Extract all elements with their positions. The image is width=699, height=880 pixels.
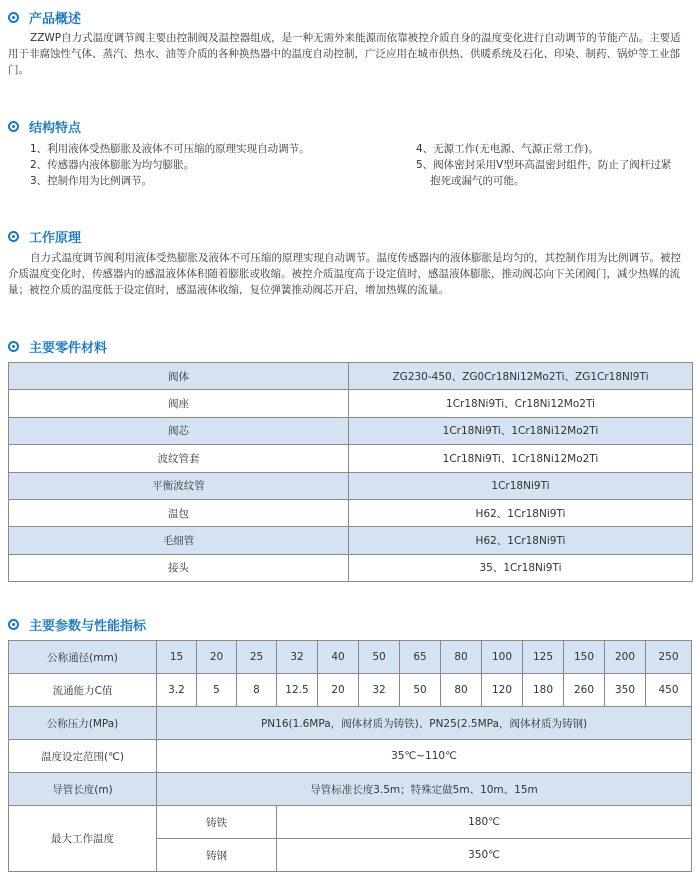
features-title: 结构特点 [29,120,82,136]
material-spec: H62、1Cr18Ni9Ti [349,527,693,554]
features-list-left [30,141,390,189]
materials-row [9,363,693,390]
cv-value: 50 [400,674,441,707]
dn-value: 80 [441,641,482,674]
cv-value: 20 [318,674,359,707]
dn-value: 50 [359,641,400,674]
material-spec: 1Cr18Ni9Ti、1Cr18Ni12Mo2Ti [349,417,693,444]
section-title-features [8,116,81,136]
material-part: 温包 [9,499,349,526]
cv-value: 3.2 [157,674,197,707]
feature-item-continued [416,173,696,189]
circle-bullet-icon [8,619,19,630]
material-spec: 35、1Cr18Ni9Ti [349,554,693,581]
circle-bullet-icon [8,121,19,132]
materials-row [9,472,693,499]
max-temp-label: 最大工作温度 [9,806,157,872]
materials-row [9,417,693,444]
material-part: 接头 [9,554,349,581]
material-spec: 1Cr18Ni9Ti、1Cr18Ni12Mo2Ti [349,445,693,472]
params-title: 主要参数与性能指标 [29,618,147,634]
material-part: 阀座 [9,390,349,417]
principle-text: 自力式温度调节阀利用液体受热膨胀及液体不可压缩的原理实现自动调节。温度传感器内的液体膨胀是均匀的，其控制作用为比例调节。被控介质温度变化时，传感器内的感温液体体积随着膨胀或收缩。被控介质温度高于设定值时，感温液体膨胀，推动阀芯向下关闭阀门，减少热媒的流量；被控介质的温度低于设定值时，感温液体收缩，复位弹簧推动阀芯开启，增加热媒的流量。 [8,252,681,296]
material-part: 阀芯 [9,417,349,444]
max-temp-material: 铸钢 [157,839,277,872]
circle-bullet-icon [8,231,19,242]
materials-row [9,390,693,417]
feature-item-continuation: 抱死或漏气的可能。 [430,175,525,187]
principle-paragraph [8,250,691,298]
params-row-max-temp-iron [9,806,692,839]
dn-value: 65 [400,641,441,674]
section-title-materials [8,336,107,356]
section-title-params [8,614,146,634]
principle-title: 工作原理 [29,230,82,246]
feature-item: 4、无源工作(无电源、气源正常工作)。 [416,143,599,155]
tube-value: 导管标准长度3.5m；特殊定做5m、10m、15m [157,773,692,806]
params-row-tube [9,773,692,806]
temp-range-value: 35℃~110℃ [157,740,692,773]
overview-paragraph [8,30,691,78]
material-spec: 1Cr18Ni9Ti、Cr18Ni12Mo2Ti [349,390,693,417]
max-temp-value: 350℃ [277,839,692,872]
pressure-label: 公称压力(MPa) [9,707,157,740]
cv-value: 5 [197,674,237,707]
materials-table [8,362,693,582]
material-part: 波纹管套 [9,445,349,472]
dn-value: 200 [605,641,646,674]
pressure-value: PN16(1.6MPa，阀体材质为铸铁)、PN25(2.5MPa，阀体材质为铸钢) [157,707,692,740]
materials-title: 主要零件材料 [29,340,108,356]
temp-range-label: 温度设定范围(℃) [9,740,157,773]
overview-text: ZZWP自力式温度调节阀主要由控制阀及温控器组成，是一种无需外来能源而依靠被控介质自身的温度变化进行自动调节的节能产品。主要适用于非腐蚀性气体、蒸汽、热水、油等介质的各种换热器中的温度自动控制，广泛应用在城市供热、供暖系统及石化、印染、制药、锅炉等工业部门。 [8,32,681,76]
dn-value: 40 [318,641,359,674]
cv-value: 8 [237,674,277,707]
material-part: 毛细管 [9,527,349,554]
cv-label: 流通能力C值 [9,674,157,707]
cv-value: 12.5 [277,674,318,707]
feature-item: 3、控制作用为比例调节。 [30,175,153,187]
material-part: 阀体 [9,363,349,390]
materials-row [9,499,693,526]
cv-value: 120 [482,674,523,707]
section-title-principle [8,226,81,246]
cv-value: 180 [523,674,564,707]
max-temp-value: 180℃ [277,806,692,839]
materials-row [9,554,693,581]
tube-label: 导管长度(m) [9,773,157,806]
cv-value: 260 [564,674,605,707]
cv-value: 80 [441,674,482,707]
circle-bullet-icon [8,341,19,352]
params-row-temp-range [9,740,692,773]
cv-value: 32 [359,674,400,707]
dn-value: 250 [646,641,692,674]
material-spec: H62、1Cr18Ni9Ti [349,499,693,526]
features-list-right [416,141,696,189]
feature-item: 1、利用液体受热膨胀及液体不可压缩的原理实现自动调节。 [30,143,310,155]
cv-value: 350 [605,674,646,707]
dn-value: 15 [157,641,197,674]
params-row-dn [9,641,692,674]
feature-item: 5、阀体密封采用V型环高温密封组件，防止了阀杆过紧 [416,159,672,171]
material-part: 平衡波纹管 [9,472,349,499]
dn-value: 100 [482,641,523,674]
overview-title: 产品概述 [29,11,82,27]
materials-row [9,445,693,472]
params-table [8,640,692,872]
materials-row [9,527,693,554]
circle-bullet-icon [8,12,19,23]
material-spec: 1Cr18Ni9Ti [349,472,693,499]
max-temp-material: 铸铁 [157,806,277,839]
params-row-pressure [9,707,692,740]
dn-value: 25 [237,641,277,674]
dn-value: 32 [277,641,318,674]
cv-value: 450 [646,674,692,707]
section-title-overview [8,7,81,27]
dn-value: 150 [564,641,605,674]
params-row-cv [9,674,692,707]
material-spec: ZG230-450、ZG0Cr18Ni12Mo2Ti、ZG1Cr18Nl9Ti [349,363,693,390]
dn-value: 20 [197,641,237,674]
dn-label: 公称通径(mm) [9,641,157,674]
dn-value: 125 [523,641,564,674]
feature-item: 2、传感器内液体膨胀为均匀膨胀。 [30,159,195,171]
